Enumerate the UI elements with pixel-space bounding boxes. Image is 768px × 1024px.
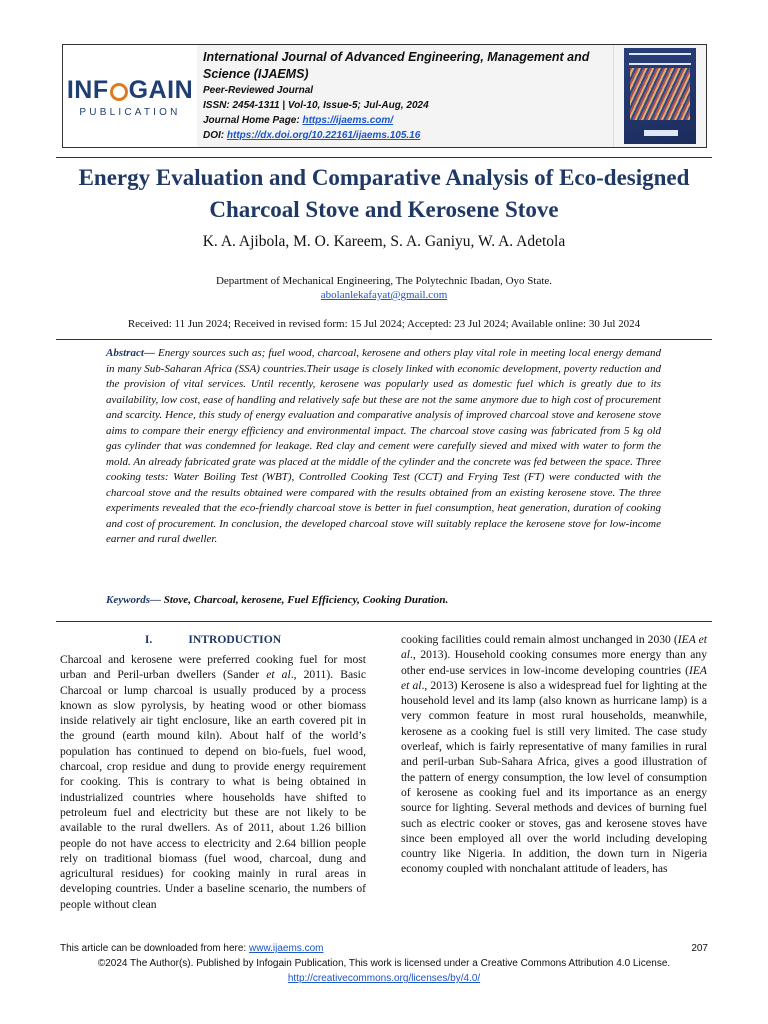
- license-text: ©2024 The Author(s). Published by Infogain Publication, This work is licensed under a Creative Commons Attribution 4.0 License.: [97, 958, 671, 969]
- journal-info: [197, 45, 614, 147]
- journal-cover-image: [624, 48, 696, 144]
- doi-line: DOI: https://dx.doi.org/10.22161/ijaems.105.16: [203, 130, 421, 141]
- right-column: [401, 632, 707, 877]
- home-page-line: Journal Home Page: https://ijaems.com/: [203, 115, 394, 126]
- license-link[interactable]: http://creativecommons.org/licenses/by/4.0/: [287, 973, 481, 984]
- journal-title: International Journal of Advanced Engineering, Management and Science (IJAEMS): [203, 50, 590, 81]
- intro-paragraph-left: Charcoal and kerosene were preferred cooking fuel for most urban and Peril-urban dwellers (Sander et al., 2011). Basic Charcoal or lump charcoal is usually produced by a process known as slow pyrolysis, by heating wood or other biomass inside relatively air tight enclosure, like an earth covered pit in the ground (earth mound kiln). About half of the world’s population has continued to depend on bio-fuels, fuel wood, charcoal, crop residue and dung to provide energy requirement for cooking. This is contrary to what is being obtained in industrialized countries where households have shifted to petroleum fuel and electricity but these are not likely to be available to the rural dwellers. As of 2011, about 1.26 billion people do not have access to electricity and 2.64 billion people rely on traditional biomass (fuel wood, charcoal, dung and agricultural residues) for cooking mainly in rural areas in developing countries. Under a baseline scenario, the numbers of people without clean: [60, 653, 366, 911]
- author-email-link[interactable]: abolanlekafayat@gmail.com: [320, 289, 448, 301]
- logo-text-part-1: INF: [66, 76, 109, 104]
- download-line: This article can be downloaded from here: www.ijaems.com: [60, 943, 324, 954]
- article-title: Energy Evaluation and Comparative Analysis of Eco-designed Charcoal Stove and Kerosene Stove: [78, 165, 690, 222]
- doi-link[interactable]: https://dx.doi.org/10.22161/ijaems.105.16: [226, 130, 421, 141]
- logo-text-part-2: GAIN: [128, 76, 194, 104]
- page-number: 207: [691, 943, 708, 954]
- abstract: [106, 346, 661, 548]
- section-heading: [60, 632, 366, 647]
- keywords: [106, 593, 661, 608]
- journal-header: [62, 44, 707, 148]
- download-link[interactable]: www.ijaems.com: [249, 943, 324, 954]
- logo-subtitle: PUBLICATION: [79, 107, 181, 118]
- intro-paragraph-right: cooking facilities could remain almost unchanged in 2030 (IEA et al., 2013). Household cooking consumes more energy than any other end-use services in low-income developing countries (IEA et al., 2013) Kerosene is also a widespread fuel for lighting at the household level and its lamp (also known as hurricane lamp) is a very common feature in most rural households, meanwhile, kerosene as a cooking fuel is still very limited. The case study overleaf, which is fairly representative of many families in rural and peril-urban Sub-Sahara Africa, gives a good illustration of the pattern of energy consumption, the low level of consumption of kerosene as cooking fuel and its importance as an energy source for lighting. Several methods and devices of burning fuel such as electric cooker or stoves, gas and kerosene stoves have since been employed all over the world including developing country like Nigeria. In addition, the down turn in Nigeria economy coupled with nonchalant attitude of leaders, has: [401, 633, 707, 876]
- publication-dates: Received: 11 Jun 2024; Received in revised form: 15 Jul 2024; Accepted: 23 Jul 2024; Available online: 30 Jul 2024: [127, 318, 641, 330]
- keywords-text: Stove, Charcoal, kerosene, Fuel Efficiency, Cooking Duration.: [161, 594, 449, 606]
- keywords-label: Keywords—: [106, 594, 161, 606]
- publisher-logo: [63, 45, 197, 147]
- abstract-text: Energy sources such as; fuel wood, charcoal, kerosene and others play vital role in meeting local energy demand in many Sub-Saharan Africa (SSA) countries.Their usage is closely linked with economic development, poverty reduction and the provision of vital services. Until recently, kerosene was popularly used as domestic fuel which is greatly due to its availability, low cost, ease of handling and relatively safe but these are not the same anymore due to high cost of procurement and scarcity. Hence, this study of energy evaluation and comparative analysis of improved charcoal stove and kerosene stove aims to compare their energy efficiency and environmental impact. The charcoal stove casing was fabricated from 5 kg old gas cylinder that was condemned for leakage. Red clay and cement were carefully sieved and mixed with water to form the mold. An already fabricated grate was placed at the middle of the cylinder and the concrete was fed between the space. Three cooking tests: Water Boiling Test (WBT), Controlled Cooking Test (CCT) and Frying Test (FT) were conducted with the charcoal stove and the results obtained were compared with the results obtained from an existing kerosene stove. The three experiments revealed that the eco-friendly charcoal stove is better in fuel consumption, heat generation, duration of cooking and cost of procurement. In conclusion, the developed charcoal stove will suitably replace the kerosene stove for low-income earner and rural dweller.: [106, 347, 661, 545]
- left-column: [60, 632, 366, 912]
- issn-line: ISSN: 2454-1311 | Vol-10, Issue-5; Jul-Aug, 2024: [203, 100, 429, 111]
- peer-reviewed-label: Peer-Reviewed Journal: [203, 85, 314, 96]
- abstract-top-divider: [56, 339, 712, 340]
- page-footer: [60, 941, 708, 986]
- header-divider: [56, 157, 712, 158]
- affiliation: Department of Mechanical Engineering, The Polytechnic Ibadan, Oyo State. abolanlekafayat@gmail.com: [215, 275, 553, 301]
- home-page-link[interactable]: https://ijaems.com/: [302, 115, 394, 126]
- logo-circle-icon: [110, 83, 128, 101]
- abstract-bottom-divider: [56, 621, 712, 622]
- section-number: I.: [144, 633, 153, 646]
- section-title: INTRODUCTION: [188, 633, 282, 646]
- author-list: K. A. Ajibola, M. O. Kareem, S. A. Ganiyu, W. A. Adetola: [202, 233, 566, 250]
- abstract-label: Abstract—: [106, 347, 155, 359]
